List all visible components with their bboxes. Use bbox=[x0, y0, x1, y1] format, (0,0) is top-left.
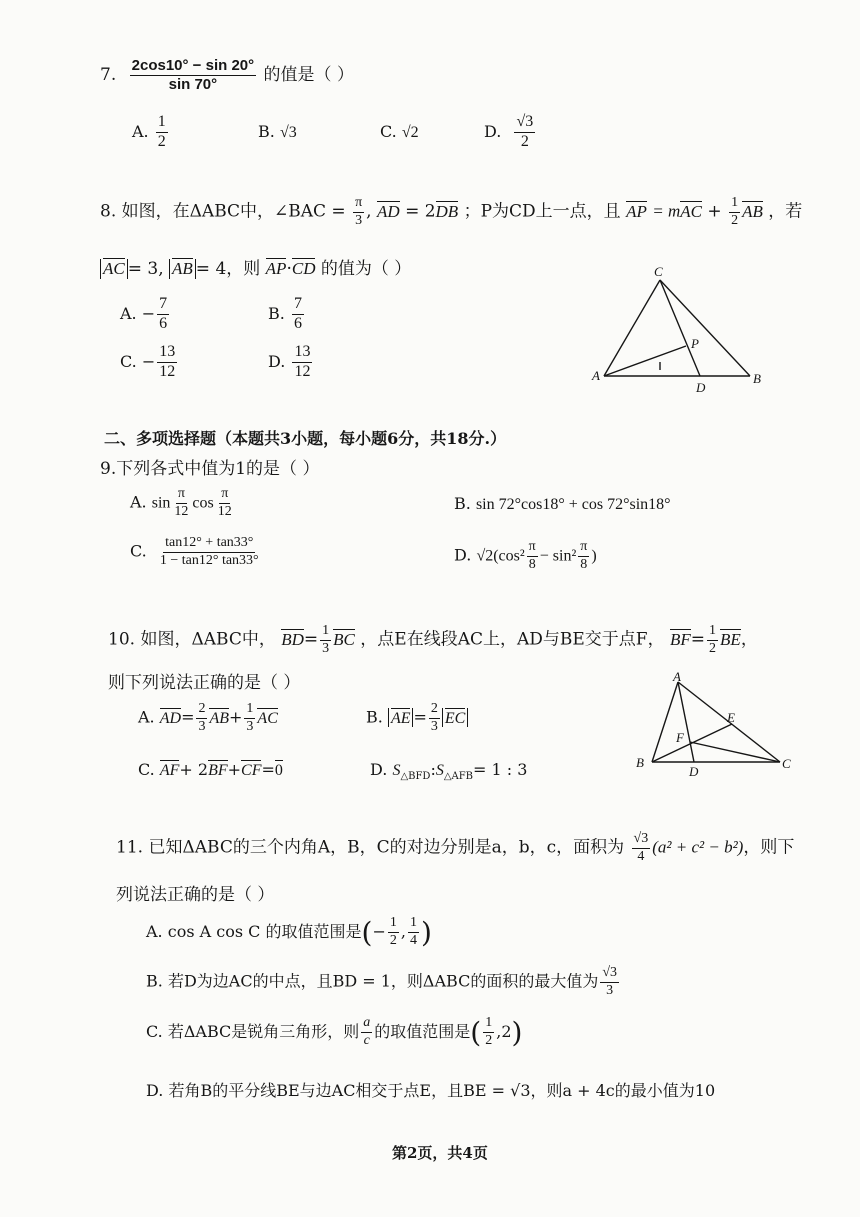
q10-option-c: C. AF+ 2BF+CF=0 bbox=[138, 760, 283, 779]
q9-option-a: A. sin $\frac{\pi}{12}$ cos $\frac{\pi}{12}$ bbox=[130, 486, 232, 519]
q8-options bbox=[120, 296, 420, 396]
q8-line-ac bbox=[604, 280, 660, 376]
q8-line-cb bbox=[660, 280, 750, 376]
q7-option-b: B. √3 bbox=[258, 122, 297, 141]
q9-option-c: C. $\frac{\tan 12^\circ + \tan 33^\circ}{1 - \tan 12^\circ \tan 33^\circ}$ bbox=[130, 535, 259, 568]
q11-option-a: A. cos A cos C 的取值范围是(− $\frac{1}{2}$ , $\frac{1}{4}$ ) bbox=[146, 915, 432, 949]
q10-label-f: F bbox=[676, 730, 684, 745]
q8-label-p: P bbox=[691, 336, 699, 351]
q8-option-a: A. − $\frac{7}{6}$ bbox=[120, 295, 168, 332]
q9-option-d: D. √2(cos² $\frac{\pi}{8}$ − sin² $\frac{\pi}{8}$ ) bbox=[454, 539, 597, 572]
page-footer: 第2页，共4页 bbox=[392, 1144, 488, 1162]
q10-line-ad bbox=[678, 682, 694, 762]
q10-option-b: B. AE = $\frac{2}{3}$ EC bbox=[366, 702, 468, 734]
q8-option-b: B. $\frac{7}{6}$ bbox=[268, 295, 302, 332]
q8-option-c: C. − $\frac{13}{12}$ bbox=[120, 343, 176, 380]
q10-triangle-figure bbox=[632, 672, 802, 782]
question-7 bbox=[100, 58, 354, 93]
q11-option-d: D. 若角B的平分线BE与边AC相交于点E，且BE = √3，则a + 4c的最小值为10 bbox=[146, 1081, 716, 1100]
q7-denominator: sin 70° bbox=[168, 75, 218, 93]
q7-option-a: A. $\frac{1}{2}$ bbox=[132, 113, 166, 150]
q10-label-e: E bbox=[727, 710, 735, 725]
q7-options bbox=[132, 114, 592, 154]
q11-option-c: C. 若ΔABC是锐角三角形，则 $\frac{a}{c}$ 的取值范围是( $\frac{1}{2}$ ,2) bbox=[146, 1015, 523, 1049]
q10-option-d: D. $S_{\triangle BFD}:S_{\triangle AFB}= 1$ : 3 bbox=[370, 760, 528, 783]
question-8-line-1: 8. 如图，在ΔABC中，∠BAC = $\frac{\pi}{3}$ , AD = 2DB ；P为CD上一点，且 AP = mAC + $\frac{1}{2}$ AB ，若 bbox=[100, 195, 803, 228]
q7-tail: 的值是（ ） bbox=[263, 64, 354, 85]
q8-label-b: B bbox=[753, 371, 761, 386]
section-2-heading: 二、多项选择题（本题共3小题，每小题6分，共18分.） bbox=[104, 429, 507, 448]
q8-option-d: D. $\frac{13}{12}$ bbox=[268, 343, 311, 380]
q10-label-d: D bbox=[689, 764, 699, 779]
q8-number: 8. bbox=[100, 201, 117, 222]
question-9: 9.下列各式中值为1的是（ ） bbox=[100, 459, 320, 479]
q8-label-c: C bbox=[654, 264, 663, 279]
question-11-line-2: 列说法正确的是（ ） bbox=[116, 885, 275, 905]
q7-fraction bbox=[130, 58, 257, 93]
question-11-line-1: 11. 已知ΔABC的三个内角A，B，C的对边分别是a，b，c，面积为 $\frac{√3}{4}$ (a² + c² − b²)，则下 bbox=[116, 831, 795, 864]
q8-line-ap bbox=[604, 346, 686, 376]
q7-option-d: D. $\frac{√3}{2}$ bbox=[484, 113, 534, 150]
question-8-line-2: AC = 3, AB = 4，则 AP·CD 的值为（ ） bbox=[100, 254, 411, 279]
q10-option-a: A. AD= $\frac{2}{3}$ AB+ $\frac{1}{3}$ AC bbox=[138, 701, 278, 734]
q8-label-d: D bbox=[696, 380, 706, 395]
q10-label-a: A bbox=[673, 672, 681, 684]
q10-label-c: C bbox=[782, 756, 791, 771]
question-10-line-2: 则下列说法正确的是（ ） bbox=[108, 673, 301, 693]
q7-option-c: C. √2 bbox=[380, 122, 419, 141]
q7-number: 7. bbox=[100, 64, 117, 85]
q10-label-b: B bbox=[636, 755, 644, 770]
q8-line-cd bbox=[660, 280, 700, 376]
q8-label-a: A bbox=[592, 368, 600, 383]
q9-option-b: B. sin 72°cos18° + cos 72°sin18° bbox=[454, 494, 671, 513]
q7-numerator: 2cos10° − sin 20° bbox=[131, 57, 255, 74]
question-10-line-1: 10. 如图，ΔABC中， BD= $\frac{1}{3}$ BC ，点E在线段AC上，AD与BE交于点F， BF= $\frac{1}{2}$ BE， bbox=[108, 623, 758, 656]
q8-triangle-figure bbox=[590, 262, 770, 398]
q11-option-b: B. 若D为边AC的中点，且BD = 1，则ΔABC的面积的最大值为 $\frac{√3}{3}$ bbox=[146, 965, 618, 998]
q10-line-ab bbox=[652, 682, 678, 762]
